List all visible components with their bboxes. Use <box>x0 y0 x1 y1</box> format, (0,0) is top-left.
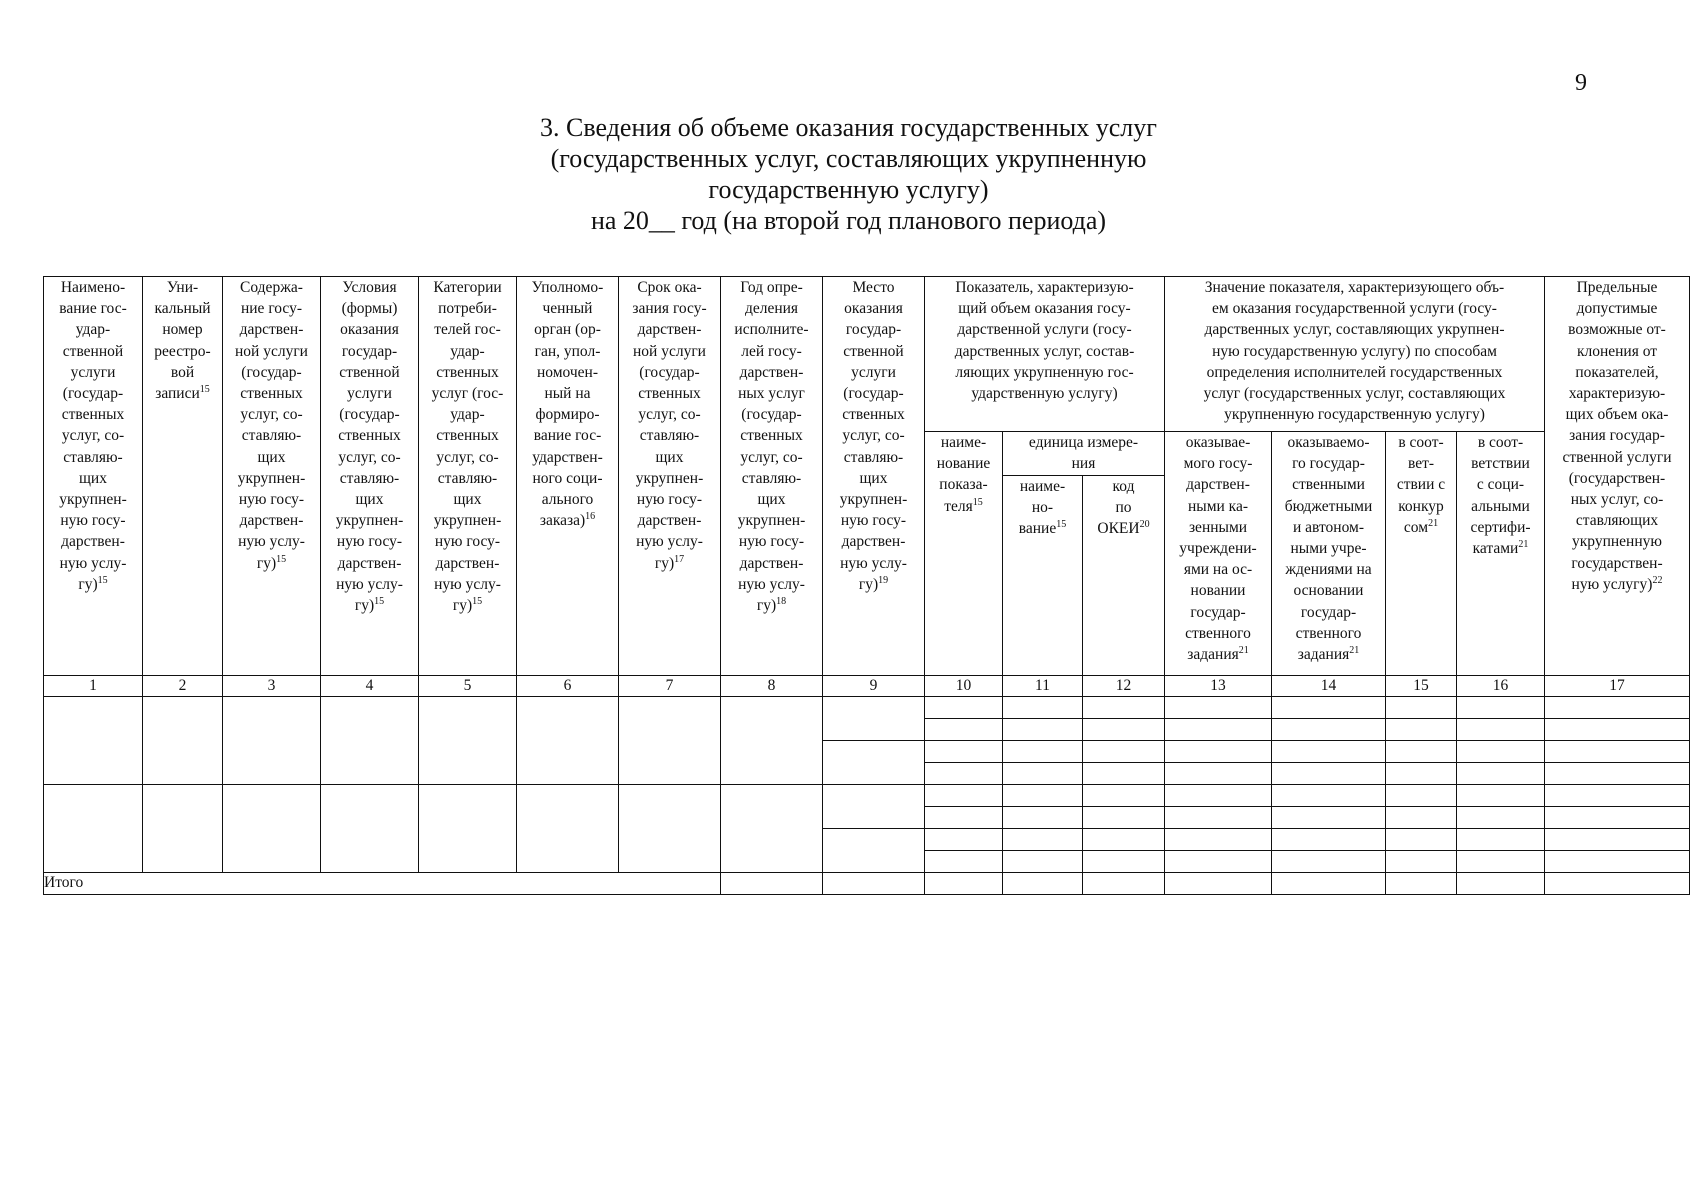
empty-cell <box>1165 741 1272 763</box>
empty-cell <box>1545 829 1690 851</box>
empty-cell <box>925 719 1003 741</box>
empty-cell <box>823 697 925 741</box>
header-col-6: Уполномо- ченный орган (ор- ган, упол- номочен- ный на формиро- вание гос- ударствен- ного соци- ального заказа)$^{16}$ <box>517 277 619 676</box>
column-number: 5 <box>419 676 517 697</box>
empty-cell <box>1457 785 1545 807</box>
empty-cell <box>1457 763 1545 785</box>
empty-cell <box>1457 851 1545 873</box>
empty-cell <box>823 873 925 895</box>
empty-cell <box>1083 851 1165 873</box>
empty-cell <box>1386 763 1457 785</box>
service-volume-table <box>43 276 1690 895</box>
empty-cell <box>143 785 223 873</box>
empty-cell <box>721 697 823 785</box>
empty-cell <box>1457 873 1545 895</box>
empty-cell <box>1165 763 1272 785</box>
empty-cell <box>1545 785 1690 807</box>
header-col-11: наиме- но- вание$^{15}$ <box>1003 476 1083 676</box>
column-number: 17 <box>1545 676 1690 697</box>
empty-cell <box>1083 697 1165 719</box>
empty-cell <box>1386 873 1457 895</box>
empty-cell <box>1272 851 1386 873</box>
column-number: 14 <box>1272 676 1386 697</box>
empty-cell <box>1457 697 1545 719</box>
column-number: 13 <box>1165 676 1272 697</box>
empty-cell <box>517 697 619 785</box>
empty-cell <box>1165 697 1272 719</box>
empty-cell <box>1003 697 1083 719</box>
column-number: 3 <box>223 676 321 697</box>
empty-cell <box>44 697 143 785</box>
empty-cell <box>1545 697 1690 719</box>
empty-cell <box>1003 719 1083 741</box>
empty-cell <box>1003 829 1083 851</box>
empty-cell <box>925 873 1003 895</box>
empty-cell <box>1386 741 1457 763</box>
empty-cell <box>1272 807 1386 829</box>
empty-cell <box>1272 697 1386 719</box>
empty-cell <box>823 829 925 873</box>
header-group-indicator: Показатель, характеризую- щий объем оказания госу- дарственной услуги (госу- дарственных услуг, состав- ляющих укрупненную гос- ударственную услугу) <box>925 277 1165 432</box>
empty-cell <box>1386 851 1457 873</box>
column-number: 10 <box>925 676 1003 697</box>
empty-cell <box>1083 785 1165 807</box>
empty-cell <box>1457 829 1545 851</box>
empty-cell <box>1003 873 1083 895</box>
header-col-17: Предельные допустимые возможные от- клонения от показателей, характеризую- щих объем ока- зания государ- ственной услуги (государствен- ных услуг, со- ставляющих укрупненную государствен- ную услугу)$^{22}$ <box>1545 277 1690 676</box>
empty-cell <box>223 697 321 785</box>
header-group-values: Значение показателя, характеризующего объ- ем оказания государственной услуги (госу- дарственных услуг, составляющих укрупнен- ную государственную услугу) по способам определения исполнителей государственных услуг (государственных услуг, составляющих укрупненную государственную услугу) <box>1165 277 1545 432</box>
empty-cell <box>1272 829 1386 851</box>
empty-cell <box>1003 807 1083 829</box>
empty-cell <box>1003 785 1083 807</box>
empty-cell <box>925 807 1003 829</box>
empty-cell <box>1083 719 1165 741</box>
empty-cell <box>1457 719 1545 741</box>
empty-cell <box>44 785 143 873</box>
header-col-9: Место оказания государ- ственной услуги (государ- ственных услуг, со- ставляю- щих укрупнен- ную госу- дарствен- ную услу- гу)$^{19}$ <box>823 277 925 676</box>
empty-cell <box>1165 829 1272 851</box>
page-number: 9 <box>1575 70 1587 96</box>
empty-cell <box>925 741 1003 763</box>
empty-cell <box>1165 851 1272 873</box>
empty-cell <box>1003 851 1083 873</box>
column-number: 6 <box>517 676 619 697</box>
total-label: Итого <box>44 873 721 895</box>
empty-cell <box>925 851 1003 873</box>
empty-cell <box>1083 807 1165 829</box>
empty-cell <box>1003 741 1083 763</box>
column-number: 1 <box>44 676 143 697</box>
empty-cell <box>1545 873 1690 895</box>
empty-cell <box>1386 829 1457 851</box>
empty-cell <box>1545 807 1690 829</box>
empty-cell <box>1272 785 1386 807</box>
header-group-unit: единица измере- ния <box>1003 432 1165 476</box>
header-row-top <box>44 277 1690 432</box>
empty-cell <box>1165 807 1272 829</box>
empty-cell <box>1386 807 1457 829</box>
empty-cell <box>1272 763 1386 785</box>
header-col-14: оказываемо- го государ- ственными бюджетными и автоном- ными учре- ждениями на основании государ- ственного задания$^{21}$ <box>1272 432 1386 676</box>
column-number: 12 <box>1083 676 1165 697</box>
table-row <box>44 697 1690 719</box>
header-col-4: Условия (формы) оказания государ- ственной услуги (государ- ственных услуг, со- ставляю- щих укрупнен- ную госу- дарствен- ную услу- гу)$^{15}$ <box>321 277 419 676</box>
empty-cell <box>321 785 419 873</box>
empty-cell <box>517 785 619 873</box>
empty-cell <box>1003 763 1083 785</box>
empty-cell <box>1272 873 1386 895</box>
title-line-4: на 20__ год (на второй год планового периода) <box>590 206 1107 235</box>
empty-cell <box>223 785 321 873</box>
empty-cell <box>1386 697 1457 719</box>
empty-cell <box>1083 829 1165 851</box>
total-row <box>44 873 1690 895</box>
column-number: 4 <box>321 676 419 697</box>
empty-cell <box>1545 719 1690 741</box>
column-number: 16 <box>1457 676 1545 697</box>
empty-cell <box>925 785 1003 807</box>
empty-cell <box>925 829 1003 851</box>
column-number: 15 <box>1386 676 1457 697</box>
empty-cell <box>1165 785 1272 807</box>
title-line-1: 3. Сведения об объеме оказания государственных услуг <box>540 113 1157 142</box>
empty-cell <box>619 697 721 785</box>
empty-cell <box>419 785 517 873</box>
empty-cell <box>1083 763 1165 785</box>
empty-cell <box>721 785 823 873</box>
empty-cell <box>1272 719 1386 741</box>
header-col-3: Содержа- ние госу- дарствен- ной услуги (государ- ственных услуг, со- ставляю- щих укрупнен- ную госу- дарствен- ную услу- гу)$^{15}$ <box>223 277 321 676</box>
empty-cell <box>925 763 1003 785</box>
column-number: 9 <box>823 676 925 697</box>
empty-cell <box>721 873 823 895</box>
empty-cell <box>823 741 925 785</box>
empty-cell <box>419 697 517 785</box>
column-number: 11 <box>1003 676 1083 697</box>
header-col-1: Наимено- вание гос- удар- ственной услуги (государ- ственных услуг, со- ставляю- щих укрупнен- ную госу- дарствен- ную услу- гу)$^{15}$ <box>44 277 143 676</box>
header-col-5: Категории потреби- телей гос- удар- ственных услуг (гос- удар- ственных услуг, со- ставляю- щих укрупнен- ную госу- дарствен- ную услу- гу)$^{15}$ <box>419 277 517 676</box>
column-number-row <box>44 676 1690 697</box>
empty-cell <box>1083 873 1165 895</box>
empty-cell <box>1457 807 1545 829</box>
header-col-12: код по ОКЕИ$^{20}$ <box>1083 476 1165 676</box>
empty-cell <box>823 785 925 829</box>
header-col-16: в соот- ветствии с соци- альными сертифи- катами$^{21}$ <box>1457 432 1545 676</box>
empty-cell <box>1545 763 1690 785</box>
header-col-2: Уни- кальный номер реестро- вой записи$^{15}$ <box>143 277 223 676</box>
empty-cell <box>1545 851 1690 873</box>
header-col-10: наиме- нование показа- теля$^{15}$ <box>925 432 1003 676</box>
empty-cell <box>143 697 223 785</box>
empty-cell <box>1165 873 1272 895</box>
empty-cell <box>925 697 1003 719</box>
section-title <box>0 112 1697 236</box>
header-col-13: оказывае- мого госу- дарствен- ными ка- зенными учреждени- ями на ос- новании государ- ственного задания$^{21}$ <box>1165 432 1272 676</box>
table-row <box>44 785 1690 807</box>
empty-cell <box>1083 741 1165 763</box>
empty-cell <box>1386 785 1457 807</box>
header-col-15: в соот- вет- ствии с конкур сом$^{21}$ <box>1386 432 1457 676</box>
empty-cell <box>1272 741 1386 763</box>
empty-cell <box>619 785 721 873</box>
column-number: 7 <box>619 676 721 697</box>
title-line-2: (государственных услуг, составляющих укрупненную <box>550 144 1147 173</box>
column-number: 2 <box>143 676 223 697</box>
title-line-3: государственную услугу) <box>708 175 989 204</box>
empty-cell <box>1545 741 1690 763</box>
empty-cell <box>1457 741 1545 763</box>
header-col-8: Год опре- деления исполните- лей госу- дарствен- ных услуг (государ- ственных услуг, со- ставляю- щих укрупнен- ную госу- дарствен- ную услу- гу)$^{18}$ <box>721 277 823 676</box>
empty-cell <box>1165 719 1272 741</box>
empty-cell <box>321 697 419 785</box>
column-number: 8 <box>721 676 823 697</box>
header-col-7: Срок ока- зания госу- дарствен- ной услуги (государ- ственных услуг, со- ставляю- щих укрупнен- ную госу- дарствен- ную услу- гу)$^{17}$ <box>619 277 721 676</box>
empty-cell <box>1386 719 1457 741</box>
